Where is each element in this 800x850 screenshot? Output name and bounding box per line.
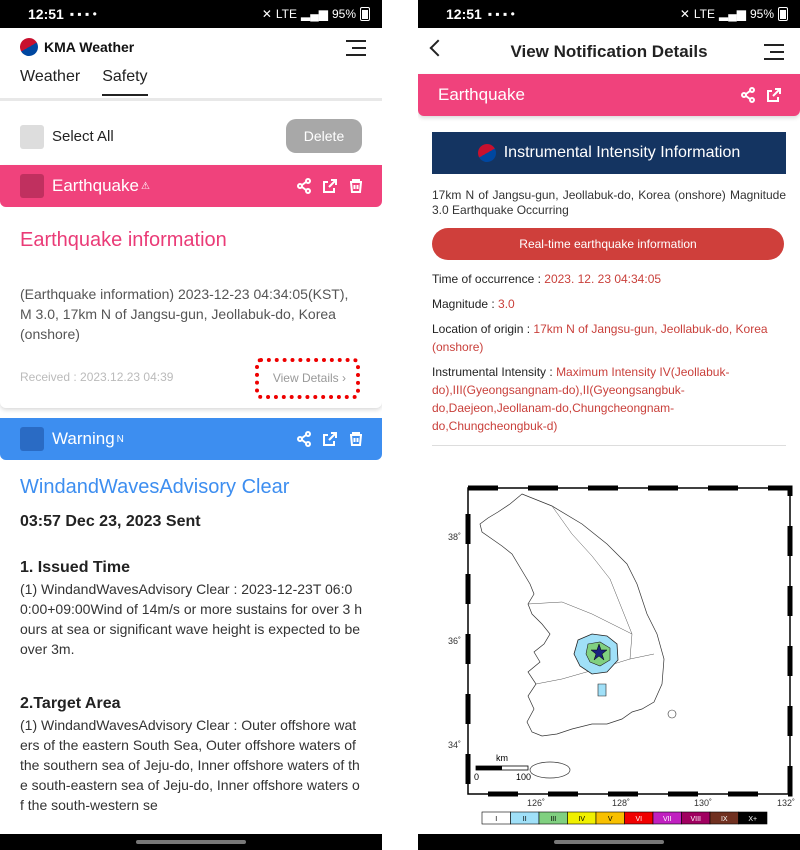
earthquake-summary: 17km N of Jangsu-gun, Jeollabuk-do, Korea (onshore) Magnitude 3.0 Earthquake Occurring — [432, 188, 786, 217]
view-details-label: View Details — [272, 371, 339, 385]
detail-title: View Notification Details — [510, 42, 708, 61]
mute-icon: ✕ — [261, 7, 272, 21]
taegeuk-logo-icon — [17, 35, 42, 60]
legend-label: X+ — [748, 816, 758, 823]
battery-icon — [778, 7, 788, 21]
new-badge-icon: N — [116, 433, 124, 445]
intensity-label: Instrumental Intensity : — [432, 365, 557, 379]
status-right — [262, 7, 370, 21]
menu-icon[interactable] — [346, 40, 366, 61]
notification-icons: ▪ ▪ ▪ • — [69, 7, 97, 21]
issued-time-heading: 1. Issued Time — [20, 559, 130, 576]
location-value: 17km N of Jangsu-gun, Jeollabuk-do, Korea (onshore) — [432, 322, 768, 354]
legend-label: VIII — [690, 816, 702, 823]
share-icon[interactable] — [296, 178, 312, 194]
legend-label: V — [607, 816, 613, 823]
legend-label: VI — [635, 816, 643, 823]
intensity-info-title: Instrumental Intensity Information — [503, 144, 741, 161]
system-nav-bar — [0, 834, 382, 850]
warning-card-header — [0, 418, 382, 460]
mute-icon: ✕ — [679, 7, 690, 21]
intensity-map-svg — [432, 484, 796, 828]
network-label: LTE — [693, 7, 715, 21]
location-label: Location of origin : — [432, 322, 534, 336]
earthquake-title: Earthquake information — [20, 229, 227, 251]
lat-label-38: 38˚ — [448, 532, 462, 542]
share-icon[interactable] — [296, 431, 312, 447]
share-icon[interactable] — [740, 87, 756, 103]
battery-icon — [360, 7, 370, 21]
select-all-label[interactable]: Select All — [52, 128, 114, 145]
earthquake-footer — [0, 344, 382, 408]
intensity-legend — [482, 812, 767, 824]
scale-unit: km — [496, 753, 508, 763]
battery-percent: 95% — [331, 7, 356, 21]
app-header — [0, 28, 382, 98]
delete-button[interactable]: Delete — [286, 119, 362, 153]
warning-actions — [296, 431, 364, 447]
legend-label: IV — [578, 816, 586, 823]
detail-actions — [740, 87, 782, 103]
home-gesture-bar[interactable] — [554, 840, 664, 844]
warning-title: WindandWavesAdvisory Clear — [20, 476, 290, 498]
menu-icon[interactable] — [764, 44, 784, 65]
card-actions — [296, 178, 364, 194]
lon-label-126: 126˚ — [527, 798, 546, 808]
target-area-heading: 2.Target Area — [20, 695, 121, 712]
legend-label: II — [522, 816, 527, 823]
magnitude-value: 3.0 — [498, 297, 515, 311]
status-time: 12:51 — [446, 6, 482, 22]
left-screen — [0, 0, 382, 850]
warning-checkbox[interactable] — [20, 427, 44, 451]
trash-icon[interactable] — [348, 178, 364, 194]
tab-weather[interactable]: Weather — [20, 68, 81, 85]
status-time: 12:51 — [28, 6, 64, 22]
external-link-icon[interactable] — [766, 87, 782, 103]
status-bar — [0, 0, 382, 28]
network-label: LTE — [275, 7, 297, 21]
realtime-earthquake-button[interactable]: Real-time earthquake information — [432, 228, 784, 260]
time-of-occurrence-row — [432, 270, 786, 288]
earthquake-category: Earthquake — [52, 176, 139, 195]
app-logo — [20, 38, 134, 56]
section-divider — [432, 445, 786, 446]
home-gesture-bar[interactable] — [136, 840, 246, 844]
earthquake-category-bar — [418, 74, 800, 116]
lat-label-36: 36˚ — [448, 636, 462, 646]
lat-label-34: 34˚ — [448, 740, 462, 750]
notification-icons: ▪ ▪ ▪ • — [487, 7, 515, 21]
tab-safety[interactable]: Safety — [102, 68, 147, 96]
time-value: 2023. 12. 23 04:34:05 — [544, 272, 662, 286]
warning-sent: 03:57 Dec 23, 2023 Sent — [20, 513, 201, 530]
battery-percent: 95% — [749, 7, 774, 21]
detail-header — [418, 28, 800, 74]
location-row — [432, 320, 786, 356]
intensity-value: Maximum Intensity IV(Jeollabuk-do),III(Gyeongsangnam-do),II(Gyeongsangbuk-do,Daejeon,Jeollanam-do,Chungcheongnam-do,Chungcheongbuk-d) — [432, 365, 730, 433]
chevron-right-icon: › — [342, 371, 346, 385]
map-frame — [468, 488, 790, 794]
scale-start: 0 — [474, 772, 480, 782]
legend-label: III — [550, 816, 557, 823]
received-time: Received : 2023.12.23 04:39 — [20, 370, 174, 384]
earthquake-card — [0, 165, 382, 408]
earthquake-body: (Earthquake information) 2023-12-23 04:34:05(KST), M 3.0, 17km N of Jangsu-gun, Jeollabuk-do, Korea (onshore) — [20, 286, 349, 342]
signal-icon: ▂▄▆ — [301, 7, 328, 21]
scale-bar-half — [476, 766, 502, 770]
taegeuk-logo-icon — [474, 141, 499, 166]
earthquake-card-header — [0, 165, 382, 207]
intensity-info-banner — [432, 132, 786, 174]
signal-icon: ▂▄▆ — [719, 7, 746, 21]
legend-label: IX — [720, 816, 728, 823]
trash-icon[interactable] — [348, 431, 364, 447]
select-row — [0, 101, 382, 165]
external-link-icon[interactable] — [322, 178, 338, 194]
intensity-contour-small — [598, 684, 606, 696]
select-all-checkbox[interactable] — [20, 125, 44, 149]
warning-triangle-icon: ⚠ — [140, 180, 150, 192]
lon-label-128: 128˚ — [612, 798, 631, 808]
status-right — [680, 7, 788, 21]
legend-label: VII — [662, 816, 672, 823]
app-name: KMA Weather — [44, 39, 135, 55]
target-area-text: (1) WindandWavesAdvisory Clear : Outer offshore waters of the eastern South Sea, Outer offshore waters of the southern sea of Jeju-do, Inner offshore waters of the south-eastern sea of Jeju-do, Inner offshore waters of the south-western se — [20, 717, 360, 813]
intensity-row — [432, 363, 786, 435]
earthquake-checkbox[interactable] — [20, 174, 44, 198]
issued-time-text: (1) WindandWavesAdvisory Clear : 2023-12-23T 06:00:00+09:00Wind of 14m/s or more sustains for over 3 hours at sea or significant wave height is expected to be over 3m. — [20, 581, 363, 657]
time-label: Time of occurrence : — [432, 272, 545, 286]
main-tabs — [20, 68, 148, 96]
category-label: Earthquake — [438, 85, 525, 104]
magnitude-row — [432, 295, 786, 313]
warning-card — [0, 418, 382, 815]
lon-label-130: 130˚ — [694, 798, 713, 808]
intensity-map — [432, 484, 796, 828]
lon-label-132: 132˚ — [777, 798, 796, 808]
legend-label: I — [495, 816, 498, 823]
right-screen — [418, 0, 800, 850]
magnitude-label: Magnitude : — [432, 297, 499, 311]
warning-category: Warning — [52, 429, 115, 448]
scale-end: 100 — [516, 772, 532, 782]
view-details-link[interactable] — [255, 358, 360, 399]
external-link-icon[interactable] — [322, 431, 338, 447]
system-nav-bar — [418, 834, 800, 850]
status-bar — [418, 0, 800, 28]
